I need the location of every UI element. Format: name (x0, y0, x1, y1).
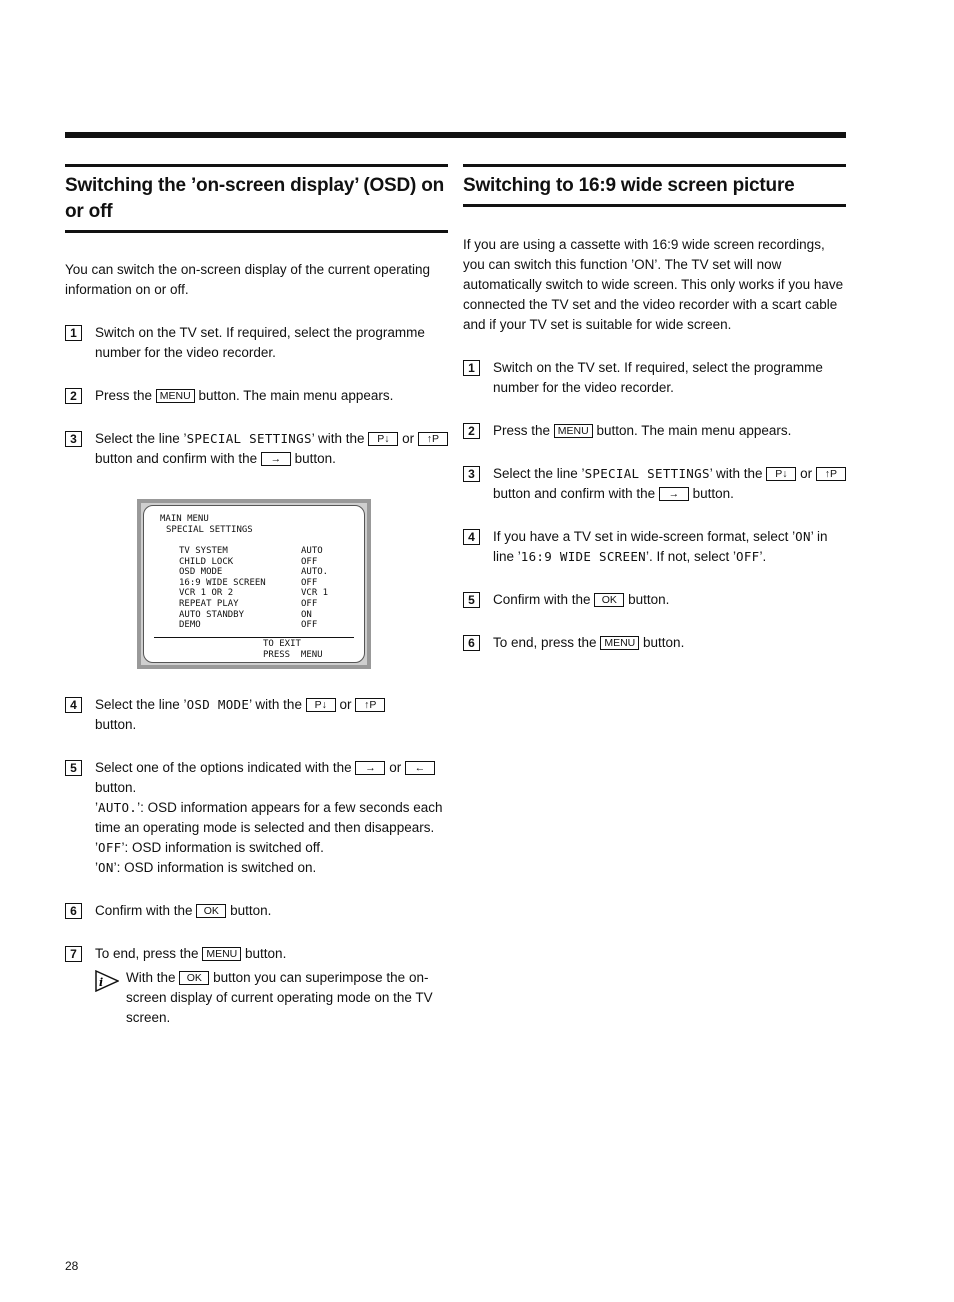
step-text: Switch on the TV set. If required, select the programme number for the video recorder. (493, 360, 823, 395)
ok-key: OK (196, 904, 226, 918)
step-number: 4 (65, 697, 82, 713)
step-text: or (339, 697, 352, 712)
step-text: or (402, 431, 415, 446)
step-number: 7 (65, 946, 82, 962)
option-text: : OSD information is switched off. (124, 840, 324, 855)
right-arrow-key: → (659, 487, 689, 501)
step-text: button. (95, 717, 137, 732)
step-text: button. (628, 592, 670, 607)
step-1 (463, 358, 846, 398)
ok-key: OK (179, 971, 209, 985)
option-on: ’ON’: OSD information is switched on. (95, 860, 317, 875)
option-off: ’OFF’: OSD information is switched off. (95, 840, 324, 855)
menu-key: MENU (600, 636, 639, 650)
step-2 (463, 421, 846, 441)
osd-screen-illustration (137, 499, 371, 669)
menu-key: MENU (156, 389, 195, 403)
p-down-key: P↓ (306, 698, 336, 712)
section-title: Switching the ’on-screen display’ (OSD) on or off (65, 175, 445, 222)
step-text: button. The main menu appears. (198, 388, 394, 403)
quote-mark: ’ (137, 800, 141, 815)
osd-row-label: AUTO STANDBY (179, 609, 245, 620)
p-up-key: ↑P (418, 432, 448, 446)
info-note (65, 968, 448, 1028)
menu-line-code: SPECIAL SETTINGS (584, 466, 710, 481)
step-number: 5 (463, 592, 480, 608)
osd-row-value: OFF (301, 598, 318, 609)
step-4 (65, 695, 448, 735)
step-text: Confirm with the (95, 903, 193, 918)
osd-divider (154, 637, 354, 638)
step-number: 3 (463, 466, 480, 482)
section-header (65, 164, 448, 233)
osd-row-label: VCR 1 OR 2 (179, 588, 234, 599)
step-text: Select the line ’ (95, 697, 187, 712)
step-4 (463, 527, 846, 567)
note-text: With the (126, 970, 176, 985)
osd-row (179, 599, 328, 610)
svg-text:i: i (99, 976, 104, 989)
step-text: Confirm with the (493, 592, 591, 607)
osd-exit-hint (263, 639, 323, 660)
osd-row-value: OFF (301, 620, 318, 631)
step-text: button. (95, 780, 137, 795)
p-down-key: P↓ (368, 432, 398, 446)
left-arrow-key: ← (405, 761, 435, 775)
step-text: Press the (95, 388, 153, 403)
step-text: To end, press the (95, 946, 199, 961)
step-text: ’. If not, select ’ (645, 549, 737, 564)
step-7 (65, 944, 448, 964)
step-number: 1 (65, 325, 82, 341)
top-rule (65, 132, 846, 138)
step-number: 6 (65, 903, 82, 919)
quote-mark: ’ (113, 860, 117, 875)
osd-row-value: OFF (301, 556, 318, 567)
osd-rows (179, 546, 328, 631)
step-text: Switch on the TV set. If required, select the programme number for the video recorder. (95, 325, 425, 360)
step-text: Select the line ’ (95, 431, 187, 446)
step-number: 2 (65, 388, 82, 404)
osd-title: MAIN MENU (160, 514, 209, 524)
step-text: or (389, 760, 402, 775)
osd-row-label: TV SYSTEM (179, 546, 228, 556)
step-text: button. The main menu appears. (596, 423, 792, 438)
step-number: 4 (463, 529, 480, 545)
step-text: button and confirm with the (95, 451, 258, 466)
step-3 (65, 429, 448, 469)
step-text: To end, press the (493, 635, 597, 650)
step-number: 2 (463, 423, 480, 439)
menu-key: MENU (554, 424, 593, 438)
osd-row (179, 567, 328, 578)
osd-row-value: VCR 1 (301, 588, 329, 599)
option-text: : OSD information is switched on. (116, 860, 317, 875)
menu-line-code: 16:9 WIDE SCREEN (520, 549, 646, 564)
osd-row-value: OFF (301, 577, 318, 588)
section-header (463, 164, 846, 207)
osd-row-label: CHILD LOCK (179, 556, 234, 567)
option-code: ON (795, 529, 811, 544)
osd-row (179, 546, 328, 557)
step-number: 5 (65, 760, 82, 776)
menu-line-code: OSD MODE (186, 697, 250, 712)
osd-row-label: 16:9 WIDE SCREEN (179, 577, 266, 588)
step-text: button. (245, 946, 287, 961)
osd-row (179, 610, 328, 621)
step-number: 3 (65, 431, 82, 447)
menu-line-code: SPECIAL SETTINGS (186, 431, 312, 446)
osd-row-value: AUTO. (301, 567, 329, 578)
intro-text: You can switch the on-screen display of the current operating information on or off. (65, 262, 430, 297)
osd-row-label: REPEAT PLAY (179, 598, 239, 609)
step-text: ’ with the (709, 466, 763, 481)
option-code: ON (98, 860, 114, 875)
p-up-key: ↑P (355, 698, 385, 712)
step-text: button. (294, 451, 336, 466)
menu-key: MENU (202, 947, 241, 961)
option-code: OFF (736, 549, 760, 564)
osd-row-label: DEMO (179, 620, 201, 631)
step-number: 6 (463, 635, 480, 651)
step-6 (463, 633, 846, 653)
step-text: Select the line ’ (493, 466, 585, 481)
p-down-key: P↓ (766, 467, 796, 481)
note-text: button you can superimpose the on-screen display of current operating mode on the TV screen. (126, 970, 433, 1025)
osd-row (179, 578, 328, 589)
option-auto: ’AUTO.’: OSD information appears for a few seconds each time an operating mode is selected and then disappears. (95, 800, 443, 835)
right-arrow-key: → (355, 761, 385, 775)
osd-row (179, 588, 328, 599)
ok-key: OK (594, 593, 624, 607)
step-text: button. (643, 635, 685, 650)
step-3 (463, 464, 846, 504)
option-code: AUTO. (98, 800, 138, 815)
osd-exit-line: PRESS MENU (263, 649, 323, 660)
step-text: If you have a TV set in wide-screen format, select ’ (493, 529, 796, 544)
step-5 (463, 590, 846, 610)
info-icon (95, 970, 119, 992)
step-text: Press the (493, 423, 551, 438)
step-2 (65, 386, 448, 406)
step-text: ’. (759, 549, 767, 564)
step-5 (65, 758, 448, 878)
step-text: ’ in line ’ (493, 529, 828, 564)
osd-row (179, 620, 328, 631)
step-number: 1 (463, 360, 480, 376)
page-number: 28 (65, 1259, 79, 1273)
osd-subtitle: SPECIAL SETTINGS (166, 525, 253, 535)
osd-row-value: AUTO (301, 546, 323, 556)
right-arrow-key: → (261, 452, 291, 466)
osd-screen (143, 505, 365, 663)
osd-row-label: OSD MODE (179, 567, 223, 578)
step-text: button and confirm with the (493, 486, 656, 501)
step-text: button. (230, 903, 272, 918)
step-text: ’ with the (311, 431, 365, 446)
step-1 (65, 323, 448, 363)
step-text: ’ with the (249, 697, 302, 712)
osd-row-value: ON (301, 609, 312, 620)
option-text: : OSD information appears for a few seconds each time an operating mode is selected and then disappears. (95, 800, 443, 835)
section-title: Switching to 16:9 wide screen picture (463, 175, 795, 196)
step-text: Select one of the options indicated with the (95, 760, 352, 775)
left-column (65, 164, 448, 1028)
step-6 (65, 901, 448, 921)
right-column (463, 164, 846, 653)
intro-text: If you are using a cassette with 16:9 wide screen recordings, you can switch this function ’ON’. The TV set will now automatically switch to wide screen. This only works if you have connected the TV set and the video recorder with a scart cable and if your TV set is suitable for wide screen. (463, 237, 844, 332)
p-up-key: ↑P (816, 467, 846, 481)
osd-exit-line: TO EXIT (263, 639, 301, 649)
quote-mark: ’ (121, 840, 125, 855)
osd-row (179, 557, 328, 568)
option-code: OFF (98, 840, 122, 855)
step-text: button. (692, 486, 734, 501)
step-text: or (800, 466, 813, 481)
